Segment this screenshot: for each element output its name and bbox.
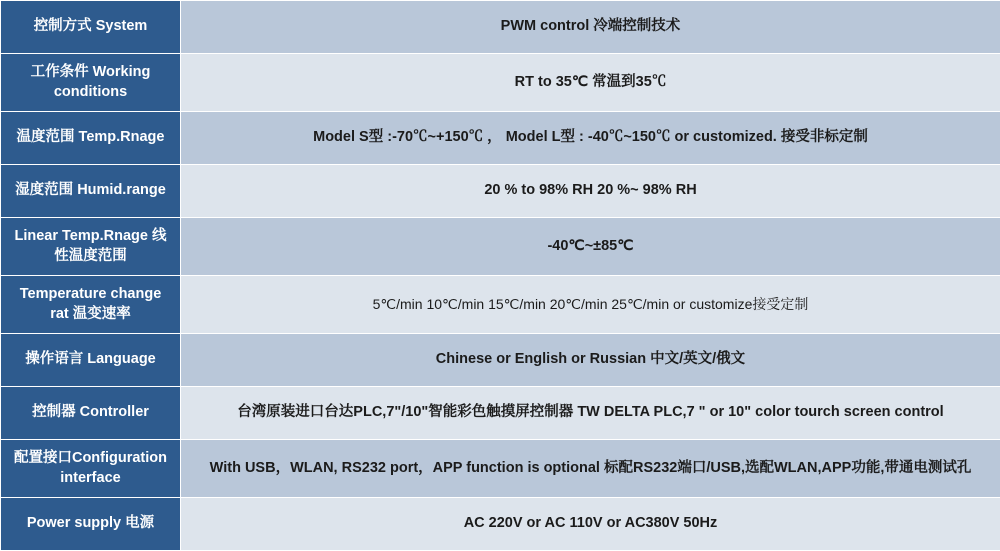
spec-label-cell: 配置接口Configuration interface <box>1 440 181 498</box>
table-row <box>1 276 1000 334</box>
spec-value-cell: RT to 35℃ 常温到35℃ <box>181 54 1000 112</box>
spec-value-cell: PWM control 冷端控制技术 <box>181 1 1000 54</box>
spec-value-cell: 5℃/min 10℃/min 15℃/min 20℃/min 25℃/min or customize接受定制 <box>181 276 1000 334</box>
spec-label-cell: 工作条件 Working conditions <box>1 54 181 112</box>
table-row <box>1 165 1000 218</box>
spec-label-cell: 控制器 Controller <box>1 387 181 440</box>
spec-value-cell: 台湾原装进口台达PLC,7"/10"智能彩色触摸屏控制器 TW DELTA PLC,7 " or 10" color tourch screen control <box>181 387 1000 440</box>
table-row <box>1 498 1000 551</box>
table-row <box>1 218 1000 276</box>
spec-label-cell: Temperature change rat 温变速率 <box>1 276 181 334</box>
spec-label-cell: 操作语言 Language <box>1 334 181 387</box>
specification-table-body <box>1 1 1000 551</box>
table-row <box>1 54 1000 112</box>
table-row <box>1 112 1000 165</box>
table-row <box>1 1 1000 54</box>
spec-label-cell: Linear Temp.Rnage 线性温度范围 <box>1 218 181 276</box>
spec-value-cell: With USB，WLAN, RS232 port，APP function is optional 标配RS232端口/USB,选配WLAN,APP功能,带通电测试孔 <box>181 440 1000 498</box>
spec-label-cell: 温度范围 Temp.Rnage <box>1 112 181 165</box>
spec-value-cell: Model S型 :-70℃~+150℃ ， Model L型 : -40℃~150℃ or customized. 接受非标定制 <box>181 112 1000 165</box>
spec-label-cell: Power supply 电源 <box>1 498 181 551</box>
spec-value-cell: Chinese or English or Russian 中文/英文/俄文 <box>181 334 1000 387</box>
table-row <box>1 387 1000 440</box>
spec-label-cell: 控制方式 System <box>1 1 181 54</box>
spec-label-cell: 湿度范围 Humid.range <box>1 165 181 218</box>
table-row <box>1 440 1000 498</box>
table-row <box>1 334 1000 387</box>
spec-value-cell: AC 220V or AC 110V or AC380V 50Hz <box>181 498 1000 551</box>
spec-value-cell: -40℃~±85℃ <box>181 218 1000 276</box>
spec-value-cell: 20 % to 98% RH 20 %~ 98% RH <box>181 165 1000 218</box>
